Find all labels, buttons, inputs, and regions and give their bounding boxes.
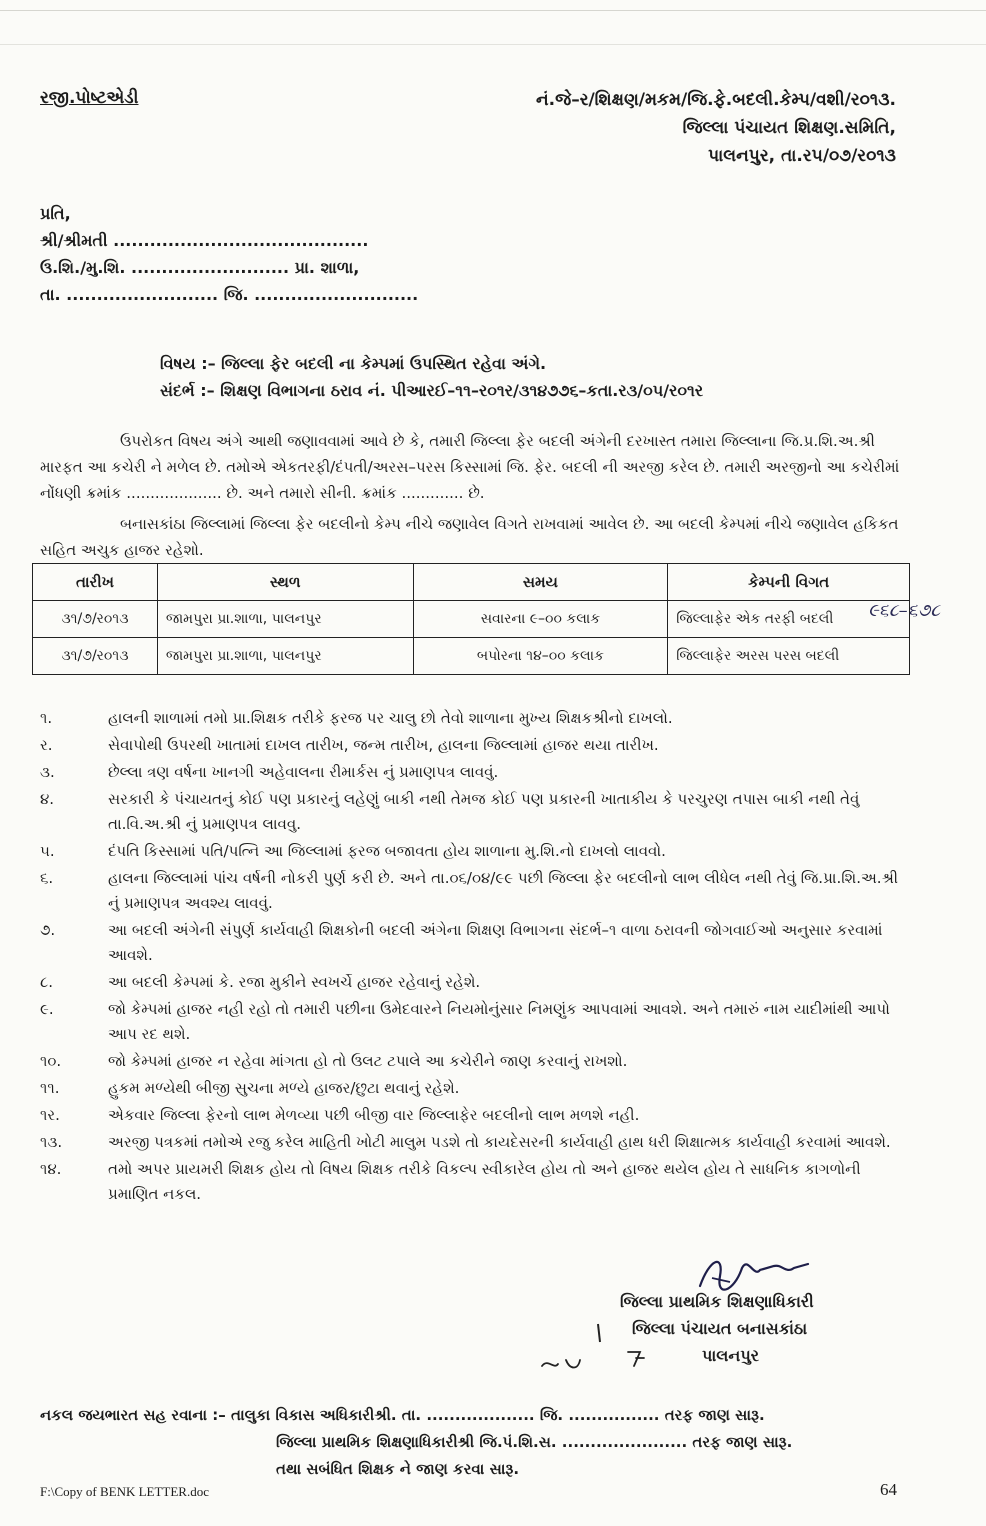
list-item-number: ૬. [40, 869, 54, 887]
signatory-block [620, 1288, 814, 1369]
list-item [40, 1130, 910, 1155]
list-item-text: જો કેમ્પમાં હાજર ન રહેવા માંગતા હો તો ઉલટ ટપાલે આ કચેરીને જાણ કરવાનું રાખશો. [108, 1052, 628, 1070]
list-item-number: ૧૧. [40, 1079, 60, 1097]
addressee-block [40, 200, 418, 308]
body-paragraph-2-text: બનાસકાંઠા જિલ્લામાં જિલ્લા ફેર બદલીનો કેમ્પ નીચે જણાવેલ વિગતે રાખવામાં આવેલ છે. આ બદલી કેમ્પમાં નીચે જણાવેલ હકિકત સહિત અચુક હાજર રહેશો. [40, 515, 899, 559]
list-item-number: ૫. [40, 842, 55, 860]
table-row [33, 638, 910, 675]
table-cell-camp-detail: જિલ્લાફેર એક તરફી બદલી [668, 601, 910, 638]
body-paragraph-1 [40, 428, 910, 506]
footer-file-path: F:\Copy of BENK LETTER.doc [40, 1484, 209, 1499]
list-item-number: ૧. [40, 709, 53, 727]
list-item-number: ૪. [40, 790, 55, 808]
table-header-date: તારીખ [33, 564, 158, 601]
signatory-place: પાલનપુર [702, 1346, 759, 1365]
camp-schedule-table [32, 563, 910, 675]
copy-to-block [40, 1402, 792, 1483]
list-item-number: ૧ર. [40, 1106, 60, 1124]
list-item [40, 787, 910, 837]
list-item-text: એકવાર જિલ્લા ફેરનો લાભ મેળવ્યા પછી બીજી વાર જિલ્લાફેર બદલીનો લાભ મળશે નહી. [108, 1106, 640, 1124]
list-item [40, 970, 910, 995]
table-cell-time: બપોરના ૧૪–૦૦ કલાક [413, 638, 668, 675]
list-item-number: ૩. [40, 763, 55, 781]
table-header-place: સ્થળ [157, 564, 413, 601]
table-cell-date: ૩૧/૭/ર૦૧૩ [33, 638, 158, 675]
addressee-line: ઉ.શિ./મુ.શિ. .......................... પ્રા. શાળા, [40, 258, 360, 277]
list-item-text: સરકારી કે પંચાયતનું કોઈ પણ પ્રકારનું લહેણું બાકી નથી તેમજ કોઈ પણ પ્રકારની ખાતાકીય કે પરચુરણ તપાસ બાકી નથી તેવું તા.વિ.અ.શ્રી નું પ્રમાણપત્ર લાવવુ. [108, 790, 860, 833]
signatory-office: જિલ્લા પંચાયત બનાસકાંઠા [632, 1319, 808, 1338]
list-item [40, 733, 910, 758]
copy-to-line: જિલ્લા પ્રાથમિક શિક્ષણાધિકારીશ્રી જિ.પં.શિ.સ. ...................... તરફ જાણ સારૂ. [276, 1433, 793, 1451]
body-paragraph-1-text: ઉપરોકત વિષય અંગે આથી જણાવવામાં આવે છે કે, તમારી જિલ્લા ફેર બદલી અંગેની દરખાસ્ત તમારા જિલ્લાના જિ.પ્ર.શિ.અ.શ્રી મારફત આ કચેરી ને મળેલ છે. તમોએ એકતરફી/દંપતી/અરસ–પરસ કિસ્સામાં જિ. ફેર. બદલી ની અરજી કરેલ છે. તમારી અરજીનો આ કચેરીમાં નોંધણી ક્રમાંક .................... છે. અને તમારો સીની. ક્રમાંક ............. છે. [40, 432, 900, 502]
table-cell-camp-detail: જિલ્લાફેર અરસ પરસ બદલી [668, 638, 910, 675]
list-item-text: હુકમ મળ્યેથી બીજી સુચના મળ્યે હાજર/છુટા થવાનું રહેશે. [108, 1079, 460, 1097]
list-item-text: જો કેમ્પમાં હાજર નહી રહો તો તમારી પછીના ઉમેદવારને નિયમોનુંસાર નિમણુંક આપવામાં આવશે. અને તમારું નામ યાદીમાંથી આપો આપ રદ થશે. [108, 1000, 890, 1043]
list-item [40, 1103, 910, 1128]
list-item-number: ૯. [40, 1000, 54, 1018]
reference-number: નં.જે–ર/શિક્ષણ/મકમ/જિ.ફે.બદલી.કેમ્પ/વશી/ર૦૧૩. [535, 90, 896, 110]
list-item [40, 1049, 910, 1074]
list-item-text: આ બદલી અંગેની સંપુર્ણ કાર્યવાહી શિક્ષકોની બદલી અંગેના શિક્ષણ વિભાગના સંદર્ભ–૧ વાળા ઠરાવની જોગવાઈઓ અનુસાર કરવામાં આવશે. [108, 921, 883, 964]
list-item-text: સેવાપોથી ઉપરથી ખાતામાં દાખલ તારીખ, જન્મ તારીખ, હાલના જિલ્લામાં હાજર થયા તારીખ. [108, 736, 659, 754]
list-item-number: ર. [40, 736, 53, 754]
subject-line: વિષય :– જિલ્લા ફેર બદલી ના કેમ્પમાં ઉપસ્થિત રહેવા અંગે. [160, 354, 547, 373]
list-item-number: ૧૪. [40, 1160, 62, 1178]
table-cell-time: સવારના ૯–૦૦ કલાક [413, 601, 668, 638]
instruction-list [40, 706, 910, 1209]
signatory-title: જિલ્લા પ્રાથમિક શિક્ષણાધિકારી [620, 1292, 814, 1311]
list-item [40, 866, 910, 916]
list-item [40, 839, 910, 864]
office-name: જિલ્લા પંચાયત શિક્ષણ.સમિતિ, [682, 118, 896, 138]
reference-line: સંદર્ભ :– શિક્ષણ વિભાગના ઠરાવ નં. પીઆરઈ–૧૧–ર૦૧ર/૩૧૪૭૭૬–કતા.ર૩/૦૫/ર૦૧ર [160, 381, 704, 400]
list-item [40, 918, 910, 968]
list-item [40, 1076, 910, 1101]
place-date: પાલનપુર, તા.ર૫/૦૭/ર૦૧૩ [708, 146, 896, 166]
addressee-line: પ્રતિ, [40, 204, 71, 223]
list-item [40, 760, 910, 785]
table-header-camp-detail: કેમ્પની વિગત [668, 564, 910, 601]
list-item-number: ૮. [40, 973, 54, 991]
list-item-text: આ બદલી કેમ્પમાં કે. રજા મુકીને સ્વખર્ચે હાજર રહેવાનું રહેશે. [108, 973, 481, 991]
list-item-text: હાલની શાળામાં તમો પ્રા.શિક્ષક તરીકે ફરજ પર ચાલુ છો તેવો શાળાના મુખ્ય શિક્ષકશ્રીનો દાખલો. [108, 709, 673, 727]
list-item-text: હાલના જિલ્લામાં પાંચ વર્ષની નોકરી પુર્ણ કરી છે. અને તા.૦૬/૦૪/૯૯ પછી જિલ્લા ફેર બદલીનો લાભ લીધેલ નથી તેવું જિ.પ્રા.શિ.અ.શ્રી નું પ્રમાણપત્ર અવશ્ય લાવવું. [108, 869, 899, 912]
list-item [40, 706, 910, 731]
table-cell-place: જામપુરા પ્રા.શાળા, પાલનપુર [157, 601, 413, 638]
addressee-line: તા. ......................... જિ. ........................... [40, 285, 419, 304]
list-item-text: તમો અપર પ્રાયમરી શિક્ષક હોય તો વિષય શિક્ષક તરીકે વિકલ્પ સ્વીકારેલ હોય તો અને હાજર થયેલ હોય તે સાધનિક કાગળોની પ્રમાણિત નકલ. [108, 1160, 861, 1203]
list-item-number: ૭. [40, 921, 56, 939]
list-item-text: દંપતિ કિસ્સામાં પતિ/પત્નિ આ જિલ્લામાં ફરજ બજાવતા હોય શાળાના મુ.શિ.નો દાખલો લાવવો. [108, 842, 666, 860]
footer-page-number: 64 [880, 1480, 897, 1499]
list-item [40, 997, 910, 1047]
body-paragraph-2 [40, 511, 910, 563]
scan-artifact [0, 44, 986, 45]
handwritten-note: ૯૬૮–૬૭૮ [868, 600, 941, 621]
copy-to-line: નકલ જયભારત સહ રવાના :– તાલુકા વિકાસ અધિકારીશ્રી. તા. ................... જિ. ................ તરફ જાણ સારૂ. [40, 1406, 765, 1424]
table-cell-place: જામપુરા પ્રા.શાળા, પાલનપુર [157, 638, 413, 675]
scan-artifact [0, 10, 986, 11]
subject-block [160, 350, 703, 404]
registered-post-label: રજી.પોષ્ટએડી [40, 88, 139, 108]
list-item-number: ૧૦. [40, 1052, 62, 1070]
addressee-line: શ્રી/શ્રીમતી .......................................... [40, 231, 369, 250]
list-item [40, 1157, 910, 1207]
copy-to-line: તથા સબંધિત શિક્ષક ને જાણ કરવા સારૂ. [276, 1460, 520, 1478]
table-row [33, 601, 910, 638]
list-item-text: અરજી પત્રકમાં તમોએ રજુ કરેલ માહિતી ખોટી માલુમ પડશે તો કાયદેસરની કાર્યવાહી હાથ ધરી શિક્ષાત્મક કાર્યવાહી કરવામાં આવશે. [108, 1133, 891, 1151]
table-cell-date: ૩૧/૭/ર૦૧૩ [33, 601, 158, 638]
table-header-row [33, 564, 910, 601]
list-item-text: છેલ્લા ત્રણ વર્ષના ખાનગી અહેવાલના રીમાર્કસ નું પ્રમાણપત્ર લાવવું. [108, 763, 499, 781]
reference-block [536, 86, 896, 170]
table-header-time: સમય [413, 564, 668, 601]
list-item-number: ૧૩. [40, 1133, 63, 1151]
